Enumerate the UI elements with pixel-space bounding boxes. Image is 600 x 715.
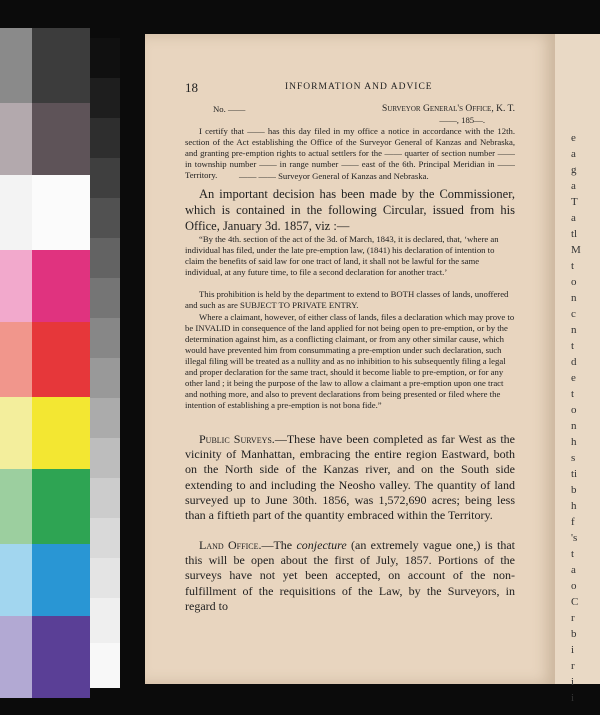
form-date: ——, 185—.	[439, 115, 485, 125]
decision-intro: An important decision has been made by the Commissioner, which is contained in the following Circular, issued from his Office, January 3d. 1857, viz :—	[185, 187, 515, 233]
swatch-cyan	[32, 544, 90, 616]
public-surveys-paragraph	[185, 432, 515, 523]
next-page-fragment: ti	[571, 468, 578, 480]
next-page-fragment: b	[571, 628, 577, 640]
next-page-fragment: t	[571, 340, 575, 352]
next-page-fragment: C	[571, 596, 579, 608]
next-page-fragment: i	[571, 676, 575, 688]
land-office-text-b: (an extremely vague one,) is that this will be open about the first of July, 1857. Portions of the surveys have not yet been accepted, on account of the non-fulfillment of the requisitions of the Law, by the Surveyors, in regard to	[185, 538, 515, 613]
public-surveys-text: —These have been completed as far West as the vicinity of Manhattan, embracing the entire region Eastward, both on the North side of the Kanzas river, and on the South side extending to and including the Neosho valley. The quantity of land surveyed up to June 30th. 1856, was 1,572,690 acres; being less than a fiftieth part of the quantity embraced within the Territory.	[185, 432, 515, 523]
next-page-fragment: a	[571, 564, 576, 576]
next-page-fragment: t	[571, 260, 575, 272]
swatch-gray-dark	[32, 28, 90, 103]
next-page-fragment: h	[571, 436, 577, 448]
land-office-text-a: —The	[261, 538, 297, 552]
next-page-fragment: r	[571, 660, 575, 672]
swatch-green-light	[0, 469, 32, 544]
gray-step	[90, 158, 120, 198]
next-page-edge	[555, 34, 600, 704]
running-head: INFORMATION AND ADVICE	[285, 82, 433, 92]
land-office-heading: Land Office.	[199, 538, 262, 552]
swatch-mauve-light	[0, 103, 32, 175]
swatch-yellow	[32, 397, 90, 469]
grayscale-strip	[90, 38, 120, 688]
next-page-fragment: o	[571, 404, 577, 416]
form-no: No. ——	[213, 104, 246, 114]
swatch-red	[32, 322, 90, 397]
gray-step	[90, 598, 120, 643]
swatch-violet	[32, 616, 90, 698]
color-calibration-chart	[0, 28, 95, 698]
next-page-fragment: e	[571, 132, 576, 144]
swatch-white-2	[32, 175, 90, 250]
gray-step	[90, 358, 120, 398]
gray-step	[90, 78, 120, 118]
next-page-fragment: d	[571, 356, 577, 368]
next-page-fragment: a	[571, 148, 576, 160]
form-office: Surveyor General's Office, K. T.	[382, 104, 515, 114]
next-page-fragment: n	[571, 324, 577, 336]
land-office-paragraph	[185, 538, 515, 614]
gray-step	[90, 278, 120, 318]
page-number: 18	[185, 80, 198, 95]
form-signature: —— —— Surveyor General of Kanzas and Nebraska.	[239, 171, 429, 181]
circular-paragraph-3: Where a claimant, however, of either class of lands, files a declaration which may prove to be INVALID in consequence of the land applied for not being open to pre-emption, or by the determination against him, as a conflicting claimant, or from any other similar cause, which would have prevented him from consummating a pre-emption under such declaration, such illegal filing will be treated as a nullity and as no inhibition to his subsequently filing a legal and proper declaration for the same tract, should it become liable to pre-emption, or for any other land ; it being the purpose of the law to allow a claimant a pre-emption upon one tract and nothing more, and also to prevent declarations from being presented or filed where the intention of establishing a pre-emption is not bona fide.”	[185, 312, 515, 410]
land-office-conjecture: conjecture	[296, 538, 347, 552]
next-page-fragment: i	[571, 692, 575, 704]
gray-step	[90, 118, 120, 158]
form-header	[185, 104, 515, 115]
circular-paragraph-2: This prohibition is held by the department to extend to BOTH classes of lands, unoffered and such as are SUBJECT TO PRIVATE ENTRY.	[185, 289, 509, 310]
next-page-fragment: tl	[571, 228, 578, 240]
swatch-violet-light	[0, 616, 32, 698]
gray-step	[90, 478, 120, 518]
swatch-gray-light	[0, 28, 32, 103]
next-page-fragment: T	[571, 196, 578, 208]
next-page-fragment: b	[571, 484, 577, 496]
next-page-fragment: e	[571, 372, 576, 384]
circular-paragraph-1: “By the 4th. section of the act of the 3d. of March, 1843, it is declared, that, ‘where an individual has filed, under the late pre-emption law, (1841) his declaration of intention to claim the benefits of said law for one tract of land, it shall not be lawful for the same individual, at any future time, to file a second declaration for another tract.’	[185, 234, 499, 277]
swatch-white-1	[0, 175, 32, 250]
next-page-fragment: t	[571, 548, 575, 560]
next-page-fragment: 's	[571, 532, 578, 544]
next-page-fragment: f	[571, 516, 575, 528]
gray-step	[90, 318, 120, 358]
gray-step	[90, 238, 120, 278]
next-page-fragment: i	[571, 644, 575, 656]
book-page	[145, 34, 555, 684]
next-page-fragment: r	[571, 612, 575, 624]
public-surveys-heading: Public Surveys.	[199, 432, 275, 446]
gray-step	[90, 518, 120, 558]
next-page-fragment: n	[571, 420, 577, 432]
next-page-fragment: c	[571, 308, 576, 320]
gray-step	[90, 643, 120, 688]
next-page-fragment: o	[571, 276, 577, 288]
next-page-fragment: M	[571, 244, 581, 256]
gray-step	[90, 398, 120, 438]
next-page-fragment: a	[571, 212, 576, 224]
swatch-green	[32, 469, 90, 544]
next-page-fragment: n	[571, 292, 577, 304]
swatch-cyan-light	[0, 544, 32, 616]
swatch-pink-light	[0, 250, 32, 322]
next-page-fragment: h	[571, 500, 577, 512]
gray-step	[90, 558, 120, 598]
next-page-fragment: o	[571, 580, 577, 592]
gray-step	[90, 438, 120, 478]
next-page-fragment: g	[571, 164, 577, 176]
swatch-salmon	[0, 322, 32, 397]
swatch-yellow-light	[0, 397, 32, 469]
next-page-fragment: a	[571, 180, 576, 192]
gray-step	[90, 38, 120, 78]
next-page-fragment: s	[571, 452, 576, 464]
swatch-mauve-dark	[32, 103, 90, 175]
form-certificate: I certify that —— has this day filed in my office a notice in accordance with the 12th. section of the Act establishing the Office of the Surveyor General of Kanzas and Nebraska, and granting pre-emption rights to actual settlers for the —— quarter of section number —— in township number —— in range number —— east of the 6th. Principal Meridian in —— Territory.	[185, 126, 515, 180]
swatch-magenta	[32, 250, 90, 322]
next-page-fragment: t	[571, 388, 575, 400]
gray-step	[90, 198, 120, 238]
